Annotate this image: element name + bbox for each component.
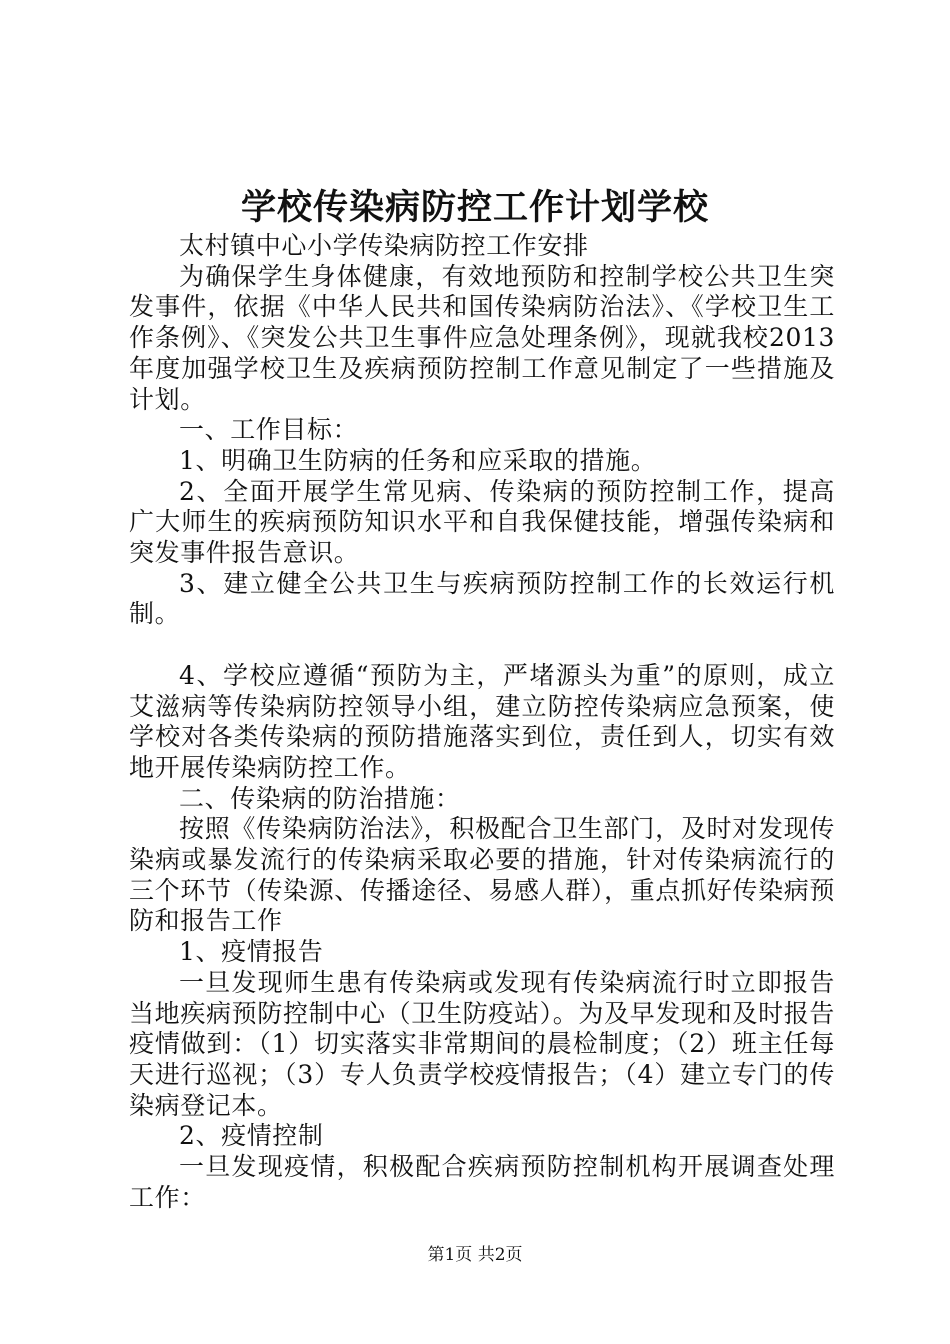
document-title: 学校传染病防控工作计划学校 xyxy=(240,187,709,228)
goal-item-1: 1、明确卫生防病的任务和应采取的措施。 xyxy=(179,445,657,475)
section-heading-goals: 一、工作目标： xyxy=(179,415,359,445)
page-footer: 第1页 共2页 xyxy=(427,1245,523,1265)
paragraph-epidemic-control: 一旦发现疫情，积极配合疾病预防控制机构开展调查处理工作： xyxy=(129,1152,835,1212)
subheading-epidemic-report: 1、疫情报告 xyxy=(179,937,324,967)
goal-item-2: 2、全面开展学生常见病、传染病的预防控制工作，提高广大师生的疾病预防知识水平和自我保健技能，增强传染病和突发事件报告意识。 xyxy=(129,476,835,568)
section-heading-measures: 二、传染病的防治措施： xyxy=(179,783,461,813)
paragraph-school-heading: 太村镇中心小学传染病防控工作安排 xyxy=(179,231,589,260)
document-body xyxy=(129,231,835,1213)
paragraph-epidemic-report: 一旦发现师生患有传染病或发现有传染病流行时立即报告当地疾病预防控制中心（卫生防疫站）。为及早发现和及时报告疫情做到：（1）切实落实非常期间的晨检制度；（2）班主任每天进行巡视；（3）专人负责学校疫情报告；（4）建立专门的传染病登记本。 xyxy=(129,967,835,1120)
subheading-epidemic-control: 2、疫情控制 xyxy=(179,1121,324,1151)
goal-item-3: 3、建立健全公共卫生与疾病预防控制工作的长效运行机制。 xyxy=(129,568,835,629)
paragraph-measures: 按照《传染病防治法》，积极配合卫生部门，及时对发现传染病或暴发流行的传染病采取必要的措施，针对传染病流行的三个环节（传染源、传播途径、易感人群），重点抓好传染病预防和报告工作 xyxy=(129,814,835,936)
goal-item-4: 4、学校应遵循“预防为主，严堵源头为重”的原则，成立艾滋病等传染病防控领导小组，建立防控传染病应急预案，使学校对各类传染病的预防措施落实到位，责任到人，切实有效地开展传染病防控工作。 xyxy=(129,660,835,782)
paragraph-intro: 为确保学生身体健康，有效地预防和控制学校公共卫生突发事件，依据《中华人民共和国传染病防治法》、《学校卫生工作条例》、《突发公共卫生事件应急处理条例》，现就我校2013年度加强学校卫生及疾病预防控制工作意见制定了一些措施及计划。 xyxy=(129,261,835,414)
